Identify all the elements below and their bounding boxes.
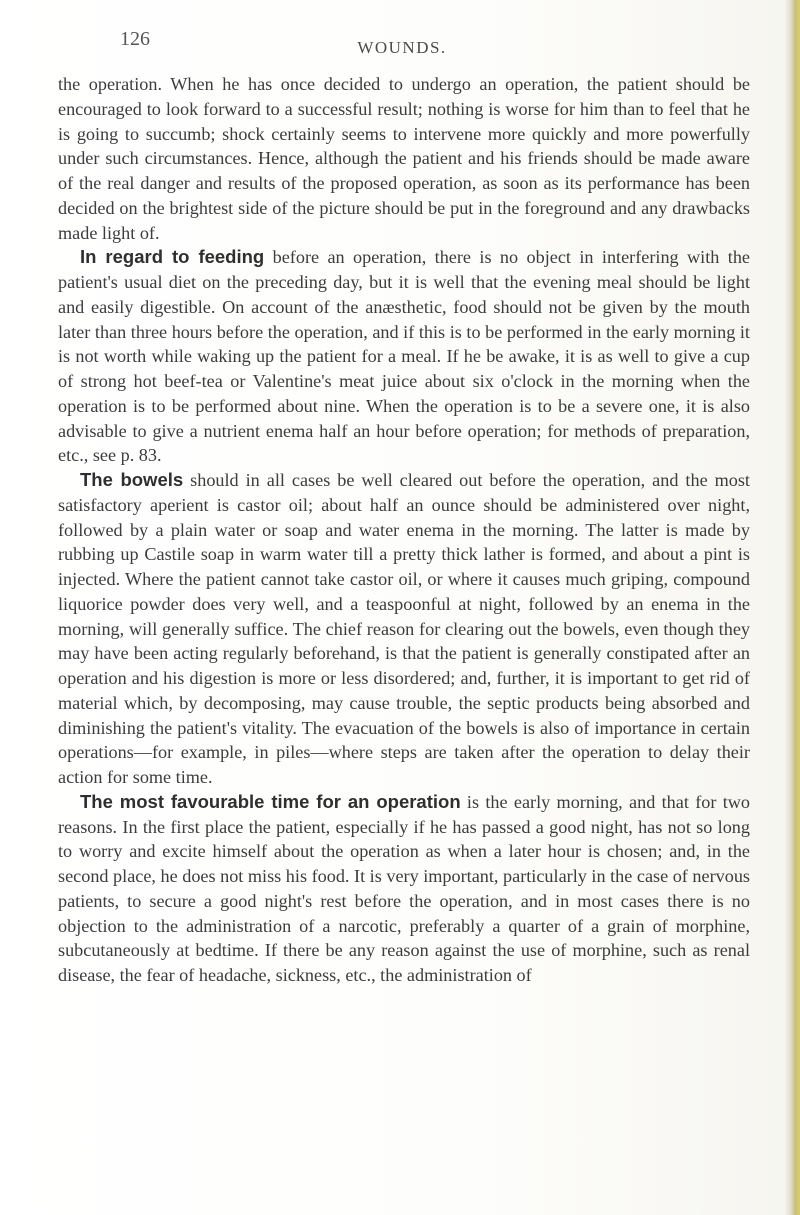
- paragraph-favourable-time: [58, 790, 750, 988]
- paragraph-text: the operation. When he has once decided to undergo an operation, the patient should be encouraged to look forward to a successful result; nothing is worse for him than to feel that he is going to succumb; shock certainly seems to intervene more quickly and more powerfully under such circumstances. Hence, although the patient and his friends should be made aware of the real danger and results of the proposed operation, as soon as its performance has been decided on the brightest side of the picture should be put in the foreground and any drawbacks made light of.: [58, 74, 750, 243]
- paragraph-feeding: [58, 245, 750, 468]
- paragraph-bowels: [58, 468, 750, 790]
- page-header: [52, 8, 752, 57]
- paragraph-lead-bowels: The bowels: [80, 469, 184, 490]
- paragraph-text: should in all cases be well cleared out before the operation, and the most satisfactory aperient is castor oil; about half an ounce should be administered over night, followed by a plain water or soap and water enema in the morning. The latter is made by rubbing up Castile soap in warm water till a pretty thick lather is formed, and about a pint is injected. Where the patient cannot take castor oil, or where it causes much griping, compound liquorice powder does very well, and a teaspoonful at night, followed by an enema in the morning, will generally suffice. The chief reason for clearing out the bowels, even though they may have been acting regularly beforehand, is that the patient is generally constipated after an operation and his digestion is more or less disordered; and, further, it is important to get rid of material which, by decomposing, may cause trouble, the septic products being absorbed and diminishing the patient's vitality. The evacuation of the bowels is also of importance in certain operations—for example, in piles—where steps are taken after the operation to delay their action for some time.: [58, 470, 750, 787]
- page-number: 126: [120, 28, 150, 50]
- running-head: WOUNDS.: [357, 38, 447, 57]
- paragraph-text: before an operation, there is no object in interfering with the patient's usual diet on the preceding day, but it is well that the evening meal should be light and easily digestible. On account of the anæsthetic, food should not be given by the mouth later than three hours before the operation, and if this is to be performed in the early morning it is not worth while waking up the patient for a meal. If he be awake, it is as well to give a cup of strong hot beef-tea or Valentine's meat juice about six o'clock in the morning when the operation is to be performed about nine. When the operation is to be a severe one, it is also advisable to give a nutrient enema half an hour before operation; for methods of preparation, etc., see p. 83.: [58, 247, 750, 466]
- paragraph-operation-outlook: [58, 72, 750, 245]
- body-text: [58, 72, 750, 988]
- page-edge: [784, 0, 800, 1215]
- paragraph-lead-favourable-time: The most favourable time for an operation: [80, 790, 461, 812]
- paragraph-text: is the early morning, and that for two reasons. In the first place the patient, especially if he has passed a good night, has not so long to worry and excite himself about the operation as when a later hour is chosen; and, in the second place, he does not miss his food. It is very important, particularly in the case of nervous patients, to secure a good night's rest before the operation, and in most cases there is no objection to the administration of a narcotic, preferably a quarter of a grain of morphine, subcutaneously at bedtime. If there be any reason against the use of morphine, such as renal disease, the fear of headache, sickness, etc., the administration of: [58, 791, 750, 985]
- paragraph-lead-feeding: In regard to feeding: [80, 246, 265, 268]
